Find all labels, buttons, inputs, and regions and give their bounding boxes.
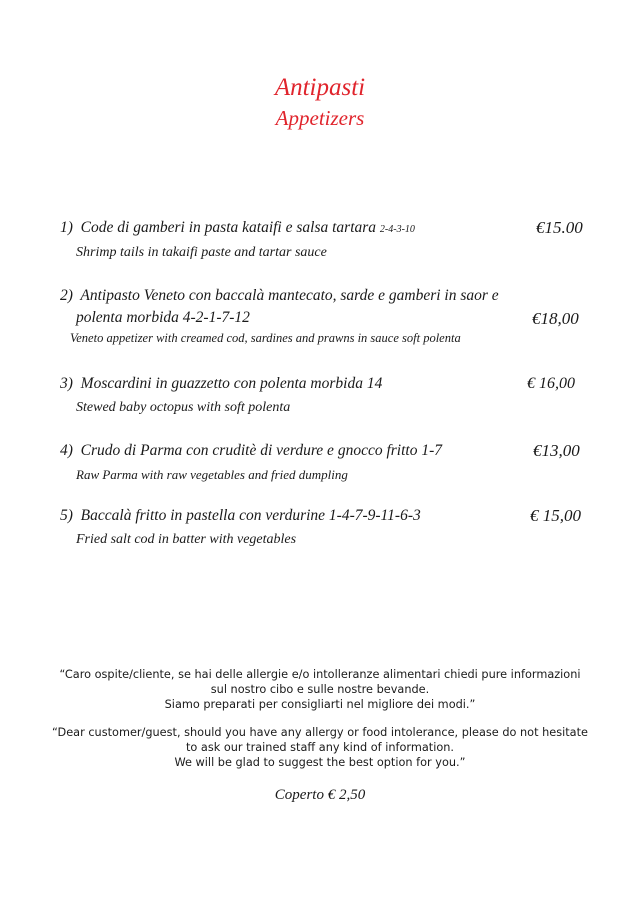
- menu-item-translation: Shrimp tails in takaifi paste and tartar sauce: [76, 245, 327, 260]
- allergy-note-italian: [0, 667, 640, 712]
- menu-item-price: € 15,00: [530, 506, 581, 525]
- menu-item-translation: Stewed baby octopus with soft polenta: [76, 400, 291, 415]
- menu-item-name: 4) Crudo di Parma con cruditè di verdure e gnocco fritto 1-7: [60, 442, 442, 459]
- cover-charge: Coperto € 2,50: [274, 787, 366, 803]
- menu-item-name: 2) Antipasto Veneto con baccalà mantecato, sarde e gamberi in saor e: [60, 287, 499, 304]
- menu-item-translation: Raw Parma with raw vegetables and fried dumpling: [76, 467, 348, 482]
- section-title: Antipasti: [274, 74, 366, 101]
- menu-item-name: 1) Code di gamberi in pasta kataifi e salsa tartara 2-4-3-10: [60, 219, 415, 236]
- menu-item-name-line2: polenta morbida 4-2-1-7-12: [76, 309, 250, 326]
- note-line: “Caro ospite/cliente, se hai delle allergie e/o intolleranze alimentari chiedi pure informazioni: [59, 668, 581, 681]
- menu-item-name: 5) Baccalà fritto in pastella con verdurine 1-4-7-9-11-6-3: [60, 507, 421, 524]
- menu-item-price: €13,00: [533, 441, 580, 460]
- menu-item-price: €15.00: [536, 218, 583, 237]
- menu-item-price: €18,00: [532, 309, 579, 328]
- note-line: We will be glad to suggest the best option for you.”: [174, 756, 466, 769]
- note-line: “Dear customer/guest, should you have any allergy or food intolerance, please do not hesitate: [52, 726, 588, 739]
- note-line: Siamo preparati per consigliarti nel migliore dei modi.”: [164, 698, 476, 711]
- section-subtitle: Appetizers: [275, 106, 365, 130]
- note-line: sul nostro cibo e sulle nostre bevande.: [210, 683, 430, 696]
- note-line: to ask our trained staff any kind of information.: [185, 741, 455, 754]
- allergy-note-english: [0, 725, 640, 770]
- menu-item-price: € 16,00: [527, 375, 575, 392]
- menu-item-translation: Fried salt cod in batter with vegetables: [76, 532, 297, 547]
- menu-item-name: 3) Moscardini in guazzetto con polenta morbida 14: [60, 375, 383, 392]
- menu-item-translation: Veneto appetizer with creamed cod, sardines and prawns in sauce soft polenta: [70, 331, 461, 345]
